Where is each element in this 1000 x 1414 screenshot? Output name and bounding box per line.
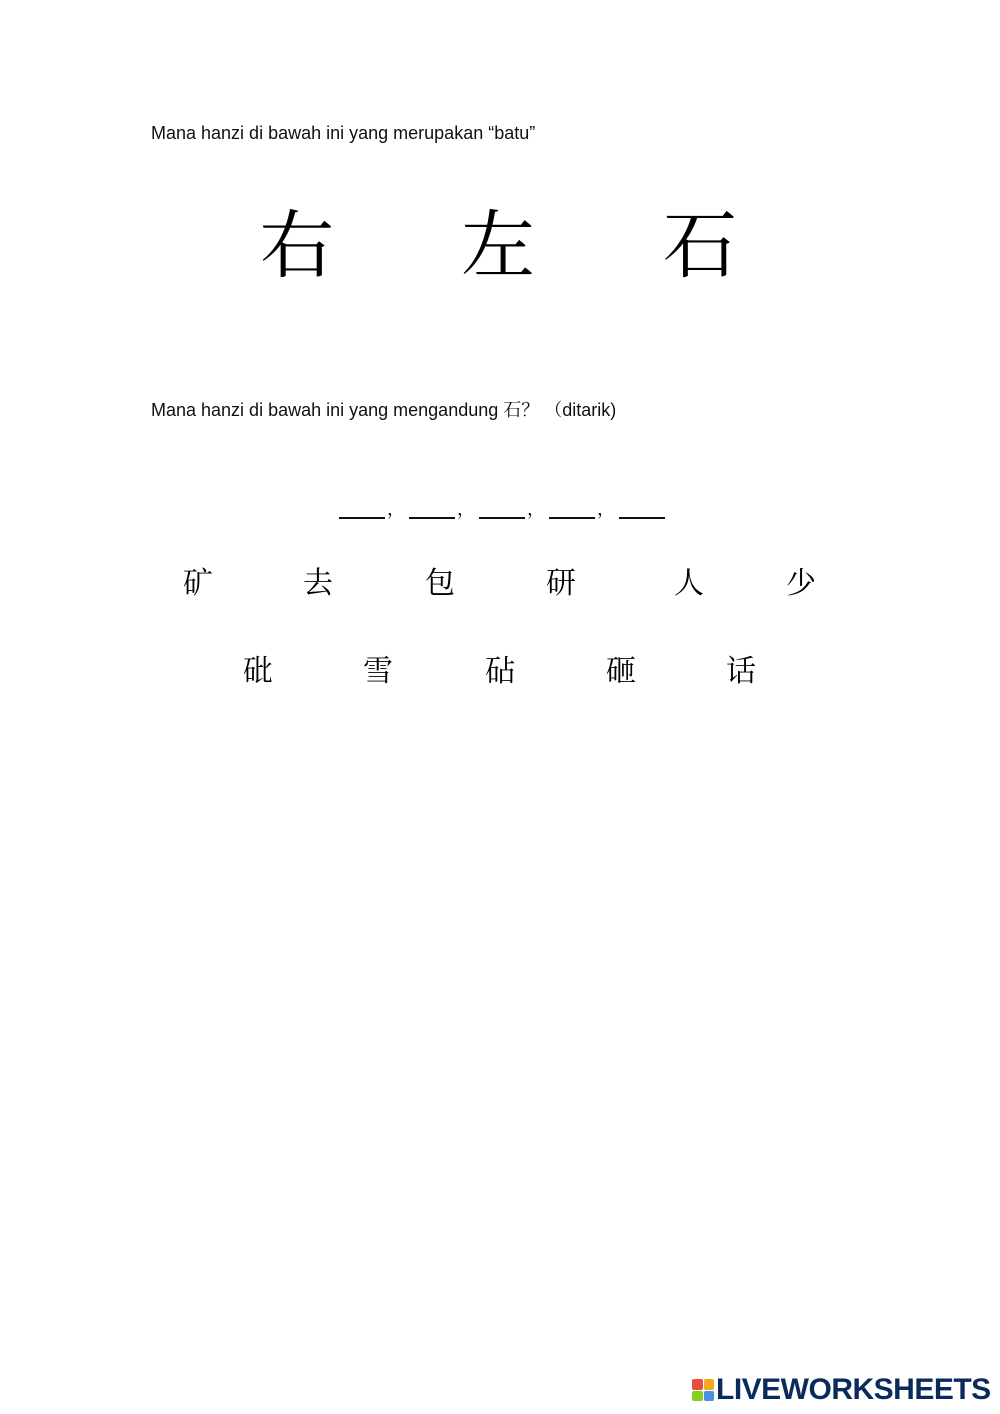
liveworksheets-logo-text: LIVEWORKSHEETS (716, 1373, 991, 1406)
draggable-hanzi[interactable]: 砧 (485, 654, 515, 689)
option-hanzi-left[interactable]: 左 (461, 203, 535, 289)
question-1-text: Mana hanzi di bawah ini yang merupakan “batu” (151, 123, 536, 143)
option-hanzi-stone[interactable]: 石 (663, 203, 737, 289)
draggable-hanzi[interactable]: 包 (425, 566, 455, 601)
answer-blank-2[interactable] (409, 497, 455, 519)
separator: ， (527, 499, 545, 520)
liveworksheets-logo-icon (692, 1379, 714, 1401)
draggable-hanzi[interactable]: 人 (674, 566, 704, 601)
draggable-hanzi[interactable]: 话 (726, 654, 756, 689)
answer-blank-3[interactable] (479, 497, 525, 519)
separator: ， (597, 499, 615, 520)
draggable-hanzi[interactable]: 砸 (606, 654, 636, 689)
answer-blank-1[interactable] (339, 497, 385, 519)
draggable-hanzi[interactable]: 矿 (183, 566, 213, 601)
draggable-hanzi[interactable]: 去 (303, 566, 333, 601)
liveworksheets-logo (692, 1373, 991, 1406)
answer-blank-5[interactable] (619, 497, 665, 519)
draggable-hanzi[interactable]: 雪 (363, 654, 393, 689)
separator: ， (457, 499, 475, 520)
draggable-hanzi[interactable]: 研 (546, 566, 576, 601)
answer-blank-4[interactable] (549, 497, 595, 519)
draggable-hanzi[interactable]: 砒 (243, 654, 273, 689)
question-2-text: Mana hanzi di bawah ini yang mengandung 石？ （ditarik) (151, 400, 617, 420)
separator: ， (387, 499, 405, 520)
answer-blanks (339, 491, 665, 519)
draggable-hanzi[interactable]: 少 (786, 566, 816, 601)
option-hanzi-right[interactable]: 右 (260, 203, 334, 289)
